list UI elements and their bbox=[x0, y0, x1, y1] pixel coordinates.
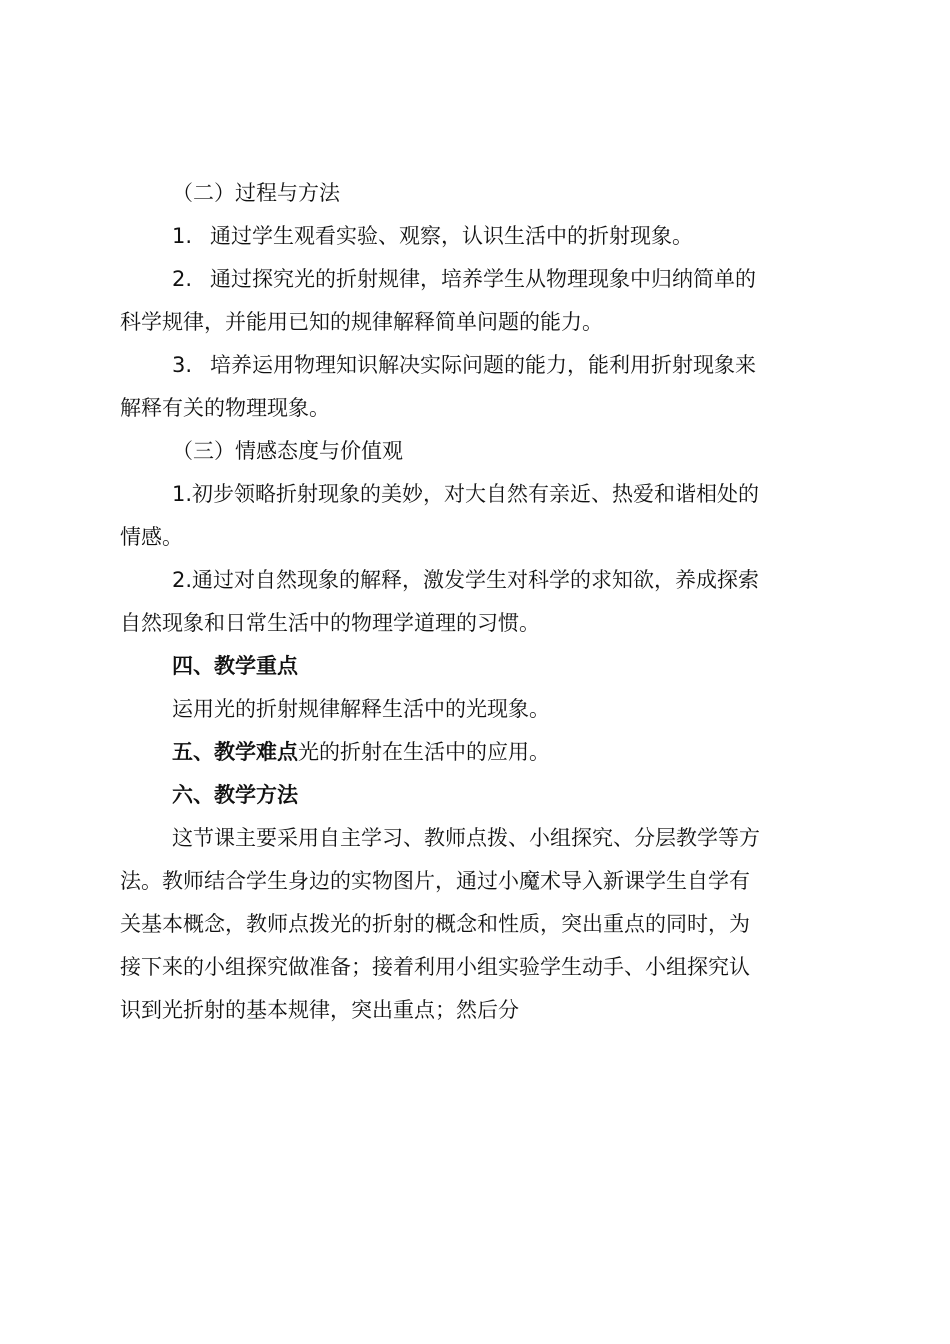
paragraph-line: 1.初步领略折射现象的美妙，对大自然有亲近、热爱和谐相处的 bbox=[172, 482, 760, 506]
paragraph-line: 2.通过对自然现象的解释，激发学生对科学的求知欲，养成探索 bbox=[172, 568, 760, 592]
section-heading-process-method: （二）过程与方法 bbox=[172, 181, 340, 205]
list-item-number: 3. bbox=[172, 353, 193, 377]
difficulty-text: 光的折射在生活中的应用。 bbox=[298, 740, 550, 764]
paragraph-line: 自然现象和日常生活中的物理学道理的习惯。 bbox=[120, 611, 540, 635]
section-heading-attitude-values: （三）情感态度与价值观 bbox=[172, 439, 403, 463]
list-item bbox=[120, 215, 840, 258]
difficulty-line bbox=[120, 731, 840, 774]
section-heading-teaching-method: 六、教学方法 bbox=[172, 783, 298, 807]
paragraph-line: 运用光的折射规律解释生活中的光现象。 bbox=[172, 697, 550, 721]
section-heading-key-points: 四、教学重点 bbox=[172, 654, 298, 678]
list-item-continuation: 科学规律，并能用已知的规律解释简单问题的能力。 bbox=[120, 310, 603, 334]
section-heading-difficulties: 五、教学难点 bbox=[172, 740, 298, 764]
paragraph-line: 接下来的小组探究做准备；接着利用小组实验学生动手、小组探究认 bbox=[120, 955, 750, 979]
list-item-text: 通过学生观看实验、观察，认识生活中的折射现象。 bbox=[210, 224, 693, 248]
paragraph-line: 法。教师结合学生身边的实物图片，通过小魔术导入新课学生自学有 bbox=[120, 869, 750, 893]
document-body bbox=[120, 172, 840, 1032]
paragraph-line: 这节课主要采用自主学习、教师点拨、小组探究、分层教学等方 bbox=[172, 826, 760, 850]
list-item-number: 2. bbox=[172, 267, 193, 291]
list-item bbox=[120, 344, 840, 387]
list-item-text: 通过探究光的折射规律，培养学生从物理现象中归纳简单的 bbox=[210, 267, 756, 291]
list-item-text: 培养运用物理知识解决实际问题的能力，能利用折射现象来 bbox=[210, 353, 756, 377]
paragraph-line: 情感。 bbox=[120, 525, 183, 549]
paragraph-line: 关基本概念，教师点拨光的折射的概念和性质，突出重点的同时，为 bbox=[120, 912, 750, 936]
list-item bbox=[120, 258, 840, 301]
paragraph-line: 识到光折射的基本规律，突出重点；然后分 bbox=[120, 998, 519, 1022]
list-item-continuation: 解释有关的物理现象。 bbox=[120, 396, 330, 420]
list-item-number: 1. bbox=[172, 224, 193, 248]
